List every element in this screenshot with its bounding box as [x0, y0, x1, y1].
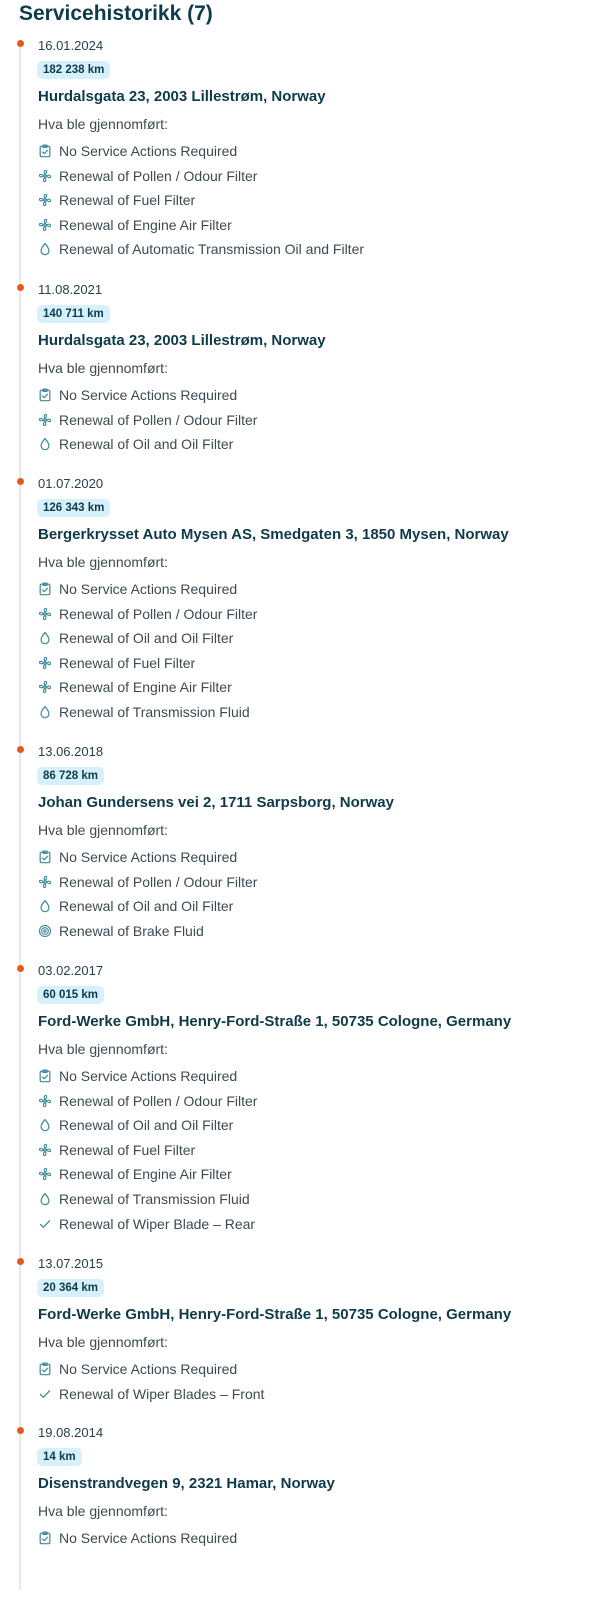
- service-action-label: Renewal of Fuel Filter: [59, 192, 196, 209]
- timeline-dot: [17, 1427, 24, 1434]
- service-action-label: Renewal of Brake Fluid: [59, 922, 204, 939]
- page-title: Servicehistorikk (7): [19, 2, 213, 25]
- performed-label: Hva ble gjennomført:: [38, 1503, 168, 1519]
- mileage-badge: 182 238 km: [37, 61, 110, 79]
- timeline-line: [19, 46, 21, 1590]
- mileage-badge: 126 343 km: [37, 499, 110, 517]
- clipboard-icon: [38, 144, 52, 158]
- service-action-label: Renewal of Wiper Blades – Front: [59, 1385, 265, 1402]
- service-action: [38, 1384, 264, 1404]
- service-action: [38, 1359, 237, 1379]
- clipboard-icon: [38, 1069, 52, 1083]
- service-action: [38, 141, 237, 161]
- service-action: [38, 1214, 255, 1234]
- mileage-badge: 20 364 km: [37, 1279, 104, 1297]
- fan-icon: [38, 413, 52, 427]
- service-action: [38, 1140, 195, 1160]
- mileage-badge: 140 711 km: [37, 305, 110, 323]
- mileage-badge: 86 728 km: [37, 767, 104, 785]
- fan-icon: [38, 607, 52, 621]
- service-action-label: Renewal of Automatic Transmission Oil and Filter: [59, 241, 365, 258]
- service-location: Hurdalsgata 23, 2003 Lillestrøm, Norway: [38, 332, 326, 349]
- droplet-icon: [38, 899, 52, 913]
- clipboard-icon: [38, 388, 52, 402]
- service-action-label: No Service Actions Required: [59, 387, 238, 403]
- fan-icon: [38, 1167, 52, 1181]
- timeline-dot: [17, 965, 24, 972]
- service-date: 13.07.2015: [38, 1256, 104, 1271]
- service-date: 03.02.2017: [38, 963, 104, 978]
- performed-label: Hva ble gjennomført:: [38, 554, 168, 570]
- service-action: [38, 385, 237, 405]
- service-action: [38, 1091, 257, 1111]
- service-action-label: Renewal of Pollen / Odour Filter: [59, 411, 258, 428]
- service-action: [38, 434, 233, 454]
- service-action-label: Renewal of Oil and Oil Filter: [59, 630, 234, 647]
- service-action: [38, 190, 195, 210]
- performed-label: Hva ble gjennomført:: [38, 360, 168, 376]
- service-action-label: No Service Actions Required: [59, 581, 238, 597]
- service-date: 16.01.2024: [38, 38, 104, 53]
- droplet-icon: [38, 242, 52, 256]
- service-action: [38, 847, 237, 867]
- fan-icon: [38, 656, 52, 670]
- droplet-icon: [38, 631, 52, 645]
- timeline-dot: [17, 478, 24, 485]
- service-date: 01.07.2020: [38, 476, 104, 491]
- service-action-label: Renewal of Engine Air Filter: [59, 1166, 232, 1183]
- service-date: 13.06.2018: [38, 744, 104, 759]
- timeline-dot: [17, 1258, 24, 1265]
- timeline-dot: [17, 284, 24, 291]
- brake-disc-icon: [38, 924, 52, 938]
- service-action-label: Renewal of Engine Air Filter: [59, 216, 232, 233]
- performed-label: Hva ble gjennomført:: [38, 1334, 168, 1350]
- service-date: 11.08.2021: [38, 282, 103, 297]
- service-action: [38, 1189, 250, 1209]
- service-action: [38, 166, 257, 186]
- clipboard-icon: [38, 1531, 52, 1545]
- service-action-label: Renewal of Pollen / Odour Filter: [59, 873, 258, 890]
- performed-label: Hva ble gjennomført:: [38, 1041, 168, 1057]
- service-action-label: No Service Actions Required: [59, 849, 238, 865]
- service-action-label: Renewal of Engine Air Filter: [59, 679, 232, 696]
- service-action-label: No Service Actions Required: [59, 143, 238, 159]
- service-action-label: Renewal of Oil and Oil Filter: [59, 436, 234, 453]
- service-action-label: Renewal of Fuel Filter: [59, 654, 196, 671]
- service-action: [38, 604, 257, 624]
- service-action-label: Renewal of Fuel Filter: [59, 1141, 196, 1158]
- service-action: [38, 872, 257, 892]
- service-location: Hurdalsgata 23, 2003 Lillestrøm, Norway: [38, 88, 326, 105]
- performed-label: Hva ble gjennomført:: [38, 116, 168, 132]
- fan-icon: [38, 1094, 52, 1108]
- service-action: [38, 1115, 233, 1135]
- service-location: Disenstrandvegen 9, 2321 Hamar, Norway: [38, 1475, 335, 1492]
- fan-icon: [38, 169, 52, 183]
- service-action-label: Renewal of Transmission Fluid: [59, 704, 250, 720]
- service-action-label: No Service Actions Required: [59, 1361, 238, 1377]
- service-action-label: Renewal of Pollen / Odour Filter: [59, 167, 258, 184]
- service-action: [38, 653, 195, 673]
- fan-icon: [38, 218, 52, 232]
- service-action: [38, 579, 237, 599]
- service-action-label: Renewal of Transmission Fluid: [59, 1191, 250, 1207]
- clipboard-icon: [38, 582, 52, 596]
- service-action: [38, 410, 257, 430]
- service-action: [38, 702, 250, 722]
- mileage-badge: 14 km: [37, 1448, 82, 1466]
- service-location: Johan Gundersens vei 2, 1711 Sarpsborg, Norway: [38, 794, 394, 811]
- service-action-label: Renewal of Pollen / Odour Filter: [59, 605, 258, 622]
- service-action-label: No Service Actions Required: [59, 1530, 238, 1546]
- service-action-label: Renewal of Oil and Oil Filter: [59, 898, 234, 915]
- timeline-dot: [17, 40, 24, 47]
- service-action: [38, 628, 233, 648]
- droplet-icon: [38, 437, 52, 451]
- check-icon: [38, 1217, 52, 1231]
- service-action: [38, 1066, 237, 1086]
- droplet-icon: [38, 705, 52, 719]
- performed-label: Hva ble gjennomført:: [38, 822, 168, 838]
- service-location: Bergerkrysset Auto Mysen AS, Smedgaten 3, 1850 Mysen, Norway: [38, 526, 509, 543]
- droplet-icon: [38, 1118, 52, 1132]
- fan-icon: [38, 875, 52, 889]
- service-action: [38, 896, 233, 916]
- droplet-icon: [38, 1192, 52, 1206]
- timeline-dot: [17, 746, 24, 753]
- fan-icon: [38, 680, 52, 694]
- service-action-label: Renewal of Oil and Oil Filter: [59, 1117, 234, 1134]
- service-location: Ford-Werke GmbH, Henry-Ford-Straße 1, 50735 Cologne, Germany: [38, 1013, 512, 1030]
- fan-icon: [38, 193, 52, 207]
- service-action-label: Renewal of Wiper Blade – Rear: [59, 1215, 256, 1232]
- check-icon: [38, 1387, 52, 1401]
- service-action: [38, 215, 232, 235]
- service-action: [38, 921, 204, 941]
- clipboard-icon: [38, 1362, 52, 1376]
- service-action: [38, 1528, 237, 1548]
- mileage-badge: 60 015 km: [37, 986, 104, 1004]
- service-action-label: No Service Actions Required: [59, 1068, 238, 1084]
- service-action-label: Renewal of Pollen / Odour Filter: [59, 1092, 258, 1109]
- service-date: 19.08.2014: [38, 1425, 104, 1440]
- fan-icon: [38, 1143, 52, 1157]
- service-action: [38, 1164, 232, 1184]
- service-location: Ford-Werke GmbH, Henry-Ford-Straße 1, 50735 Cologne, Germany: [38, 1306, 512, 1323]
- clipboard-icon: [38, 850, 52, 864]
- service-action: [38, 677, 232, 697]
- service-action: [38, 239, 364, 259]
